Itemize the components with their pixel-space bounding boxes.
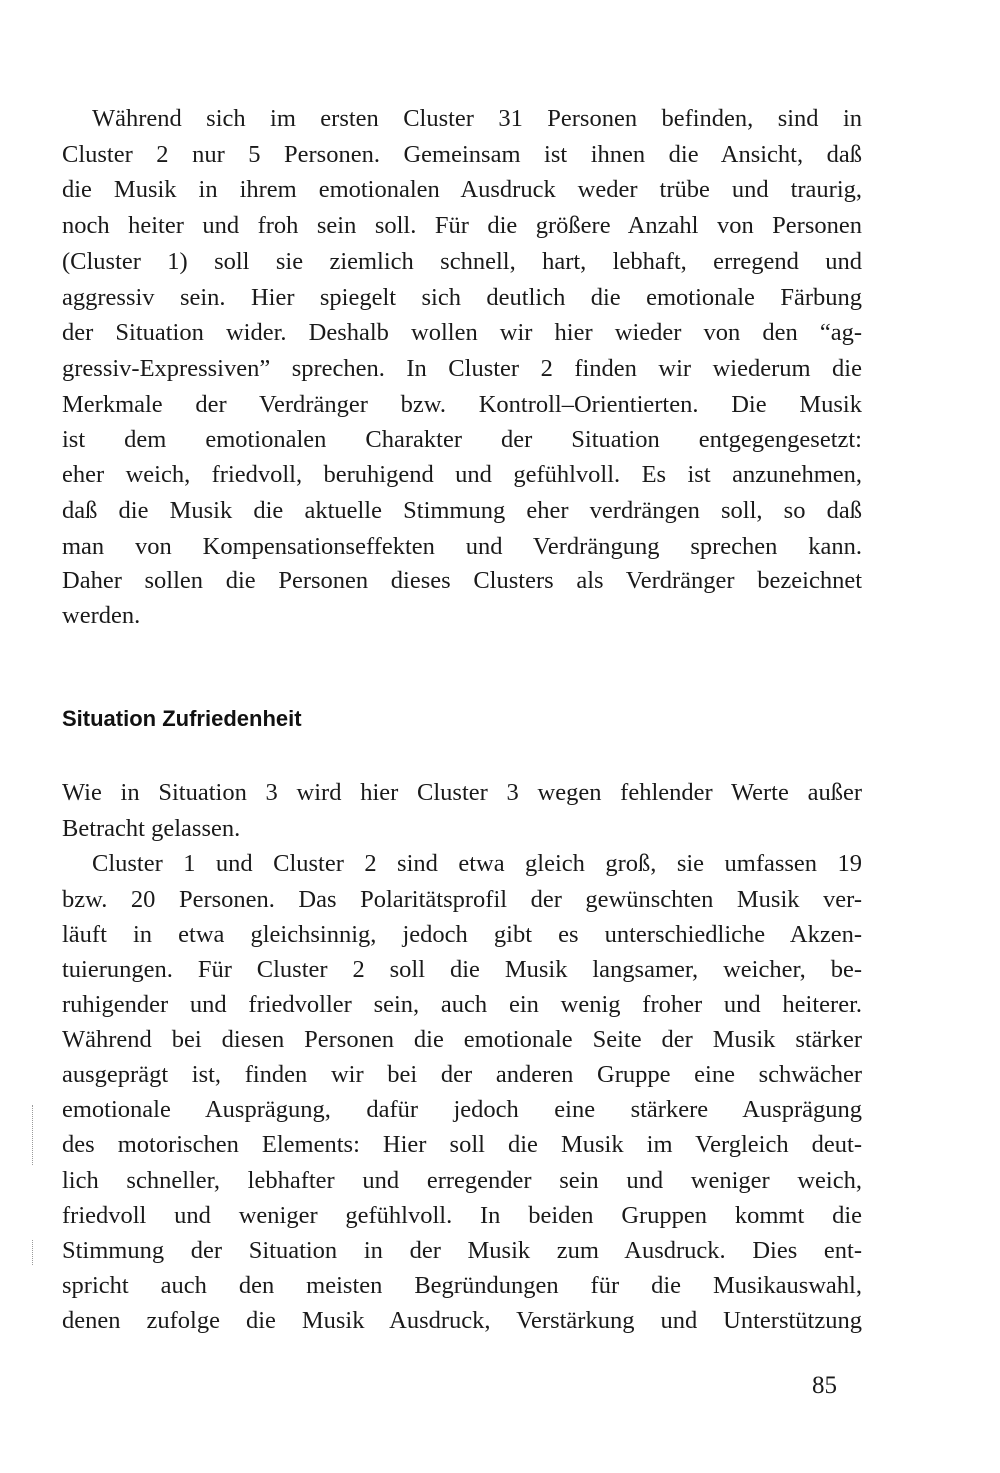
paragraph2-line: Betracht gelassen. (62, 815, 241, 842)
paragraph3-line: Cluster 1 und Cluster 2 sind etwa gleich groß, sie umfassen 19 (92, 850, 862, 877)
paragraph3-line: denen zufolge die Musik Ausdruck, Verstärkung und Unterstützung (62, 1307, 862, 1334)
section-heading: Situation Zufriedenheit (62, 706, 302, 731)
paragraph2-line: Wie in Situation 3 wird hier Cluster 3 wegen fehlender Werte außer (62, 779, 862, 806)
paragraph1-line: der Situation wider. Deshalb wollen wir hier wieder von den “ag- (62, 319, 862, 346)
paragraph3-line: emotionale Ausprägung, dafür jedoch eine stärkere Ausprägung (62, 1096, 862, 1123)
paragraph3-line: des motorischen Elements: Hier soll die Musik im Vergleich deut- (62, 1131, 862, 1158)
paragraph1-line: daß die Musik die aktuelle Stimmung eher verdrängen soll, so daß (62, 497, 862, 524)
paragraph3-line: läuft in etwa gleichsinnig, jedoch gibt es unterschiedliche Akzen- (62, 921, 862, 948)
page-number: 85 (812, 1372, 837, 1399)
paragraph1-line: noch heiter und froh sein soll. Für die größere Anzahl von Personen (62, 212, 862, 239)
paragraph1-line: Cluster 2 nur 5 Personen. Gemeinsam ist ihnen die Ansicht, daß (62, 141, 862, 168)
paragraph3-line: ausgeprägt ist, finden wir bei der anderen Gruppe eine schwächer (62, 1061, 862, 1088)
paragraph3-line: Während bei diesen Personen die emotionale Seite der Musik stärker (62, 1026, 862, 1053)
paragraph1-line: Merkmale der Verdränger bzw. Kontroll–Orientierten. Die Musik (62, 391, 862, 418)
paragraph1-line: (Cluster 1) soll sie ziemlich schnell, hart, lebhaft, erregend und (62, 248, 862, 275)
paragraph1-line: gressiv-Expressiven” sprechen. In Cluster 2 finden wir wiederum die (62, 355, 862, 382)
paragraph1-line: ist dem emotionalen Charakter der Situation entgegengesetzt: (62, 426, 862, 453)
paragraph3-line: friedvoll und weniger gefühlvoll. In beiden Gruppen kommt die (62, 1202, 862, 1229)
paragraph3-line: Stimmung der Situation in der Musik zum Ausdruck. Dies ent- (62, 1237, 862, 1264)
paragraph1-line: Daher sollen die Personen dieses Clusters als Verdränger bezeichnet (62, 567, 862, 594)
paragraph1-line: Während sich im ersten Cluster 31 Personen befinden, sind in (92, 105, 862, 132)
paragraph1-line: aggressiv sein. Hier spiegelt sich deutlich die emotionale Färbung (62, 284, 862, 311)
paragraph3-line: spricht auch den meisten Begründungen für die Musikauswahl, (62, 1272, 862, 1299)
paragraph3-line: tuierungen. Für Cluster 2 soll die Musik langsamer, weicher, be- (62, 956, 862, 983)
paragraph3-line: lich schneller, lebhafter und erregender sein und weniger weich, (62, 1167, 862, 1194)
margin-mark (32, 1240, 34, 1265)
paragraph3-line: bzw. 20 Personen. Das Polaritätsprofil der gewünschten Musik ver- (62, 886, 862, 913)
paragraph1-line: man von Kompensationseffekten und Verdrängung sprechen kann. (62, 533, 862, 560)
paragraph1-line: die Musik in ihrem emotionalen Ausdruck weder trübe und traurig, (62, 176, 862, 203)
paragraph3-line: ruhigender und friedvoller sein, auch ein wenig froher und heiterer. (62, 991, 862, 1018)
paragraph1-line: eher weich, friedvoll, beruhigend und gefühlvoll. Es ist anzunehmen, (62, 461, 862, 488)
paragraph1-line: werden. (62, 602, 141, 629)
margin-mark (32, 1105, 34, 1165)
